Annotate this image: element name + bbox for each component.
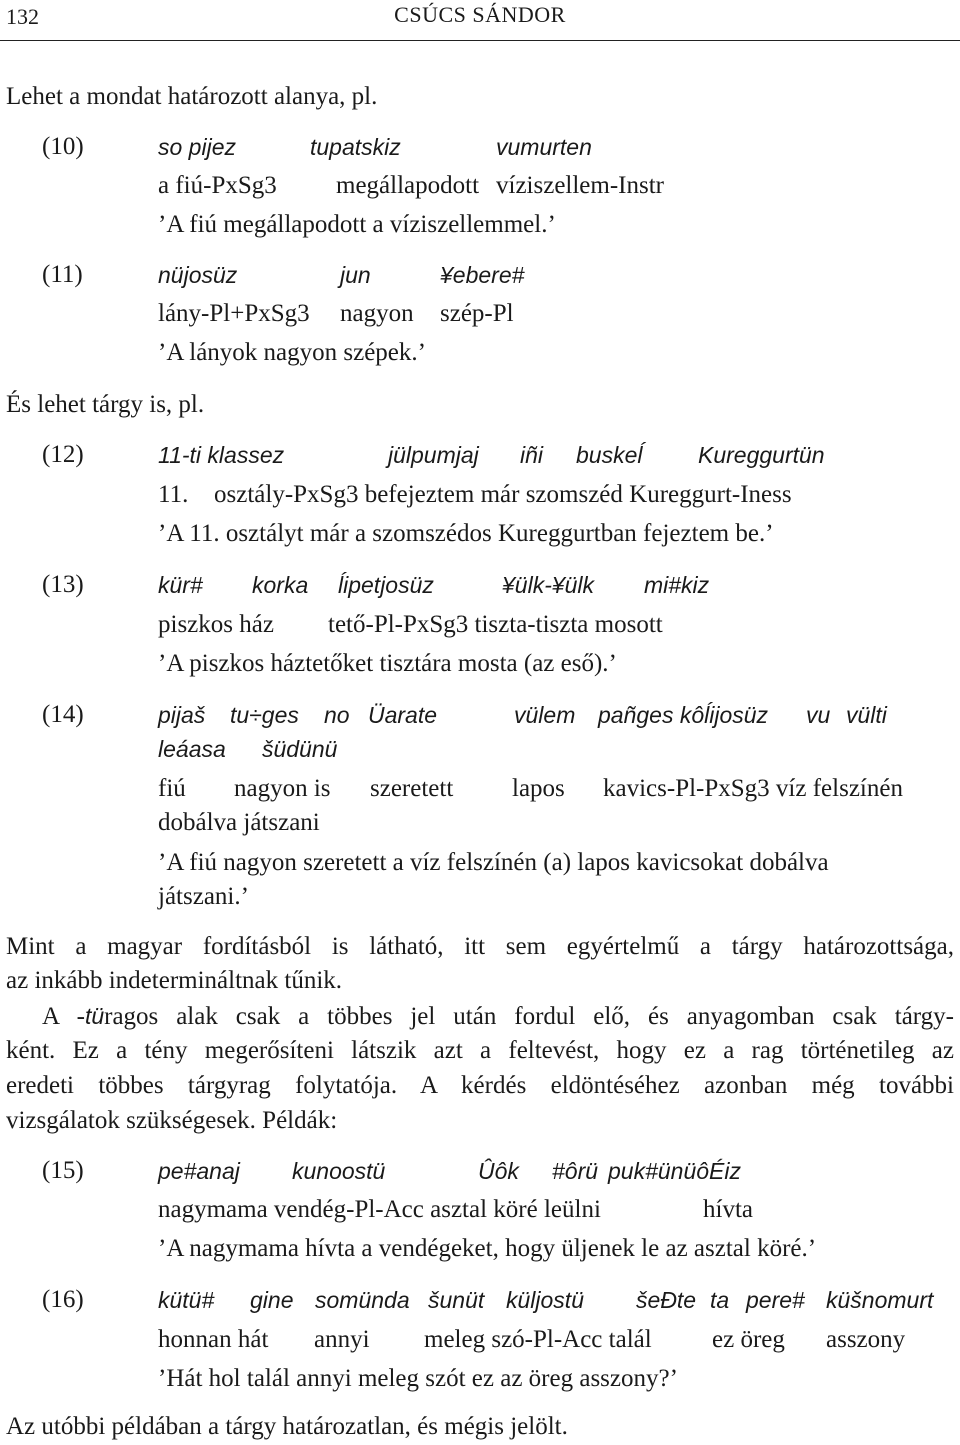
ex13-word: ¥ülk-¥ülk: [502, 572, 595, 598]
ex14-word: tu÷ges: [230, 702, 299, 728]
ex14-word: šüdünü: [262, 736, 338, 762]
ex14-word: pijaš: [158, 702, 206, 728]
example-number: (12): [42, 441, 84, 468]
example-number: (13): [42, 571, 84, 598]
ex16-word: küšnomurt: [826, 1287, 934, 1313]
ex14-gloss: lapos: [512, 775, 565, 802]
ex15-word: Ûôk: [478, 1158, 519, 1184]
ex16-word: ta: [710, 1287, 730, 1313]
example-14-translation-cont: játszani.’: [158, 883, 249, 910]
example-11-translation: ’A lányok nagyon szépek.’: [158, 339, 426, 366]
ex14-gloss: kavics-Pl-PxSg3 víz felszínén: [603, 775, 903, 802]
ex11-gloss: lány-Pl+PxSg3: [158, 300, 310, 327]
ex16-gloss: asszony: [826, 1326, 906, 1353]
example-13-translation: ’A piszkos háztetőket tisztára mosta (az eső).’: [158, 650, 617, 677]
ex13-word: mi#kiz: [644, 572, 710, 598]
example-16-translation: ’Hát hol talál annyi meleg szót ez az öreg asszony?’: [158, 1365, 678, 1392]
ex11-word: jun: [340, 262, 371, 288]
ex10-word: so pijez: [158, 134, 236, 160]
ex14-word: pañges kôĺijosüz: [598, 702, 769, 728]
ex14-word: leáasa: [158, 736, 226, 762]
ex14-word: vülem: [514, 702, 576, 728]
ex11-gloss: szép-Pl: [440, 300, 514, 327]
ex15-word: kunoostü: [292, 1158, 386, 1184]
ex16-gloss: meleg szó-Pl-Acc talál: [424, 1326, 652, 1353]
example-number: (11): [42, 261, 83, 288]
ex13-gloss: piszkos ház: [158, 611, 274, 638]
ex16-gloss: annyi: [314, 1326, 370, 1353]
ex10-gloss: megállapodott: [336, 172, 480, 199]
ex16-word: šunüt: [428, 1287, 485, 1313]
ex13-word: korka: [252, 572, 309, 598]
ex14-word: no: [324, 702, 350, 728]
ex12-gloss: osztály-PxSg3 befejeztem már szomszéd Kureggurt-Iness: [214, 481, 792, 508]
paragraph-line: Mint a magyar fordításból is látható, itt sem egyértelmű a tárgy határozottsága,: [6, 933, 954, 960]
suffix-italic: tü: [84, 1003, 105, 1029]
ex10-gloss: víziszellem-Instr: [496, 172, 664, 199]
ex14-gloss: fiú: [158, 775, 186, 802]
ex11-gloss: nagyon: [340, 300, 414, 327]
intro-sentence: És lehet tárgy is, pl.: [6, 391, 205, 418]
ex11-word: nüjosüz: [158, 262, 238, 288]
ex12-gloss: 11.: [158, 481, 189, 508]
example-15-translation: ’A nagymama hívta a vendégeket, hogy üljenek le az asztal köré.’: [158, 1235, 817, 1262]
ex16-gloss: ez öreg: [712, 1326, 785, 1353]
intro-sentence: Lehet a mondat határozott alanya, pl.: [6, 83, 378, 110]
ex10-word: vumurten: [496, 134, 592, 160]
ex15-word: pe#anaj: [158, 1158, 240, 1184]
paragraph-line: [6, 1001, 954, 1032]
example-number: (15): [42, 1157, 84, 1184]
ex14-word: vu: [806, 702, 831, 728]
ex12-word: 11-ti klassez: [158, 442, 285, 468]
para2-text: ragos alak csak a többes jel után fordul elő, és anyagomban csak tárgy-: [104, 1003, 955, 1030]
ex12-word: buskeĺ: [576, 442, 643, 468]
ex12-word: jülpumjaj: [388, 442, 479, 468]
ex16-word: pere#: [746, 1287, 805, 1313]
ex16-word: šeĐte: [636, 1287, 697, 1313]
closing-sentence: Az utóbbi példában a tárgy határozatlan, és mégis jelölt.: [6, 1413, 568, 1440]
paragraph-line: ként. Ez a tény megerősíteni látszik azt a feltevést, hogy ez a rag történetileg az: [6, 1037, 954, 1064]
ex16-word: küljostü: [506, 1287, 584, 1313]
ex12-word: iñi: [520, 442, 544, 468]
ex11-word: ¥ebere#: [440, 262, 525, 288]
example-number: (10): [42, 133, 84, 160]
example-12-translation: ’A 11. osztályt már a szomszédos Kureggurtban fejeztem be.’: [158, 520, 774, 547]
ex15-word: puk#ünüôÉiz: [608, 1158, 741, 1184]
ex14-gloss: nagyon is: [234, 775, 331, 802]
example-number: (16): [42, 1286, 84, 1313]
ex15-word: #ôrü: [552, 1158, 599, 1184]
example-14-gloss-cont: dobálva játszani: [158, 809, 320, 836]
ex16-word: somünda: [315, 1287, 410, 1313]
paragraph-line: vizsgálatok szükségesek. Példák:: [6, 1107, 338, 1134]
ex16-word: gine: [250, 1287, 294, 1313]
para2-text: A -: [42, 1003, 85, 1030]
ex14-gloss: szeretett: [370, 775, 454, 802]
page-number: 132: [6, 4, 39, 29]
ex14-word: Üarate: [368, 702, 438, 728]
paragraph-line: az inkább indetermináltnak tűnik.: [6, 967, 343, 994]
ex14-word: vülti: [846, 702, 887, 728]
ex12-word: Kureggurtün: [698, 442, 825, 468]
example-10-translation: ’A fiú megállapodott a víziszellemmel.’: [158, 211, 556, 238]
ex16-word: kütü#: [158, 1287, 215, 1313]
ex13-word: kür#: [158, 572, 203, 598]
ex10-word: tupatskiz: [310, 134, 401, 160]
paragraph-line: eredeti többes tárgyrag folytatója. A kérdés eldöntéséhez azonban még további: [6, 1072, 954, 1099]
ex15-gloss: nagymama vendég-Pl-Acc asztal köré leülni: [158, 1196, 601, 1223]
ex15-gloss: hívta: [703, 1196, 753, 1223]
example-14-translation: ’A fiú nagyon szeretett a víz felszínén (a) lapos kavicsokat dobálva: [158, 849, 829, 876]
ex10-gloss: a fiú-PxSg3: [158, 172, 277, 199]
example-number: (14): [42, 701, 84, 728]
page-header: [0, 0, 960, 41]
ex13-gloss: tető-Pl-PxSg3 tiszta-tiszta mosott: [328, 611, 663, 638]
ex16-gloss: honnan hát: [158, 1326, 269, 1353]
running-head: CSÚCS SÁNDOR: [394, 2, 566, 27]
ex13-word: ĺipetjosüz: [338, 572, 434, 598]
